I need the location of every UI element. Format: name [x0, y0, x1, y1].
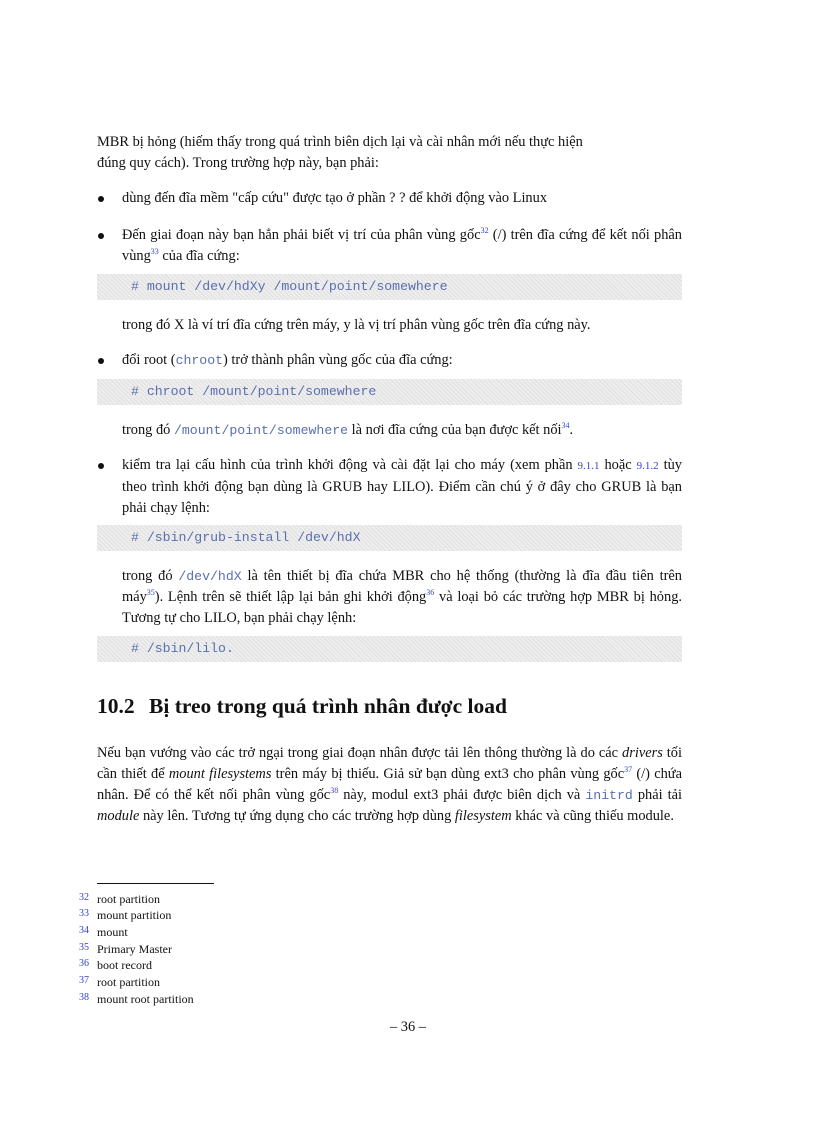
bullet-2-text [122, 225, 682, 267]
footnote-ref-37[interactable]: 37 [624, 765, 633, 775]
footnote-item [79, 990, 194, 1007]
footnote-ref-38[interactable]: 38 [330, 786, 339, 796]
intro-line-1: MBR bị hỏng (hiếm thấy trong quá trình biên dịch lại và cài nhân mới nếu thực hiện [97, 134, 583, 150]
section-text-italic: drivers [622, 745, 663, 761]
section-text: tối cần thiết để [97, 745, 682, 782]
footnote-text: mount root partition [97, 992, 194, 1006]
section-text: (/) chứa nhân. Để có thể kết nối phân vùng gốc [97, 766, 682, 803]
bullet-3-after-part: trong đó [122, 422, 174, 438]
footnote-text: Primary Master [97, 942, 172, 956]
bullet-dot [97, 189, 105, 197]
bullet-4-after [122, 566, 682, 629]
footnote-item [79, 923, 128, 940]
bullet-3-text [122, 350, 682, 371]
code-block-mount: # mount /dev/hdXy /mount/point/somewhere [97, 274, 682, 300]
section-text: này, modul ext3 phải được biên dịch và [338, 787, 586, 803]
bullet-4-part: hoặc [599, 457, 637, 473]
bullet-4-part: tùy theo trình khởi động bạn dùng là GRUB hay LILO). Điểm cần chú ý ở đây cho GRUB là bạn phải chạy lệnh: [122, 457, 682, 516]
section-text: khác và cũng thiếu module. [511, 808, 674, 824]
section-link-9-1-2[interactable]: 9.1.2 [636, 460, 659, 472]
footnote-number: 38 [79, 992, 89, 1003]
bullet-3-part: ) trở thành phân vùng gốc của đĩa cứng: [223, 352, 453, 368]
bullet-3-after [122, 420, 682, 441]
intro-paragraph [97, 132, 682, 174]
section-text: phải tải [632, 787, 683, 803]
section-heading [97, 694, 507, 719]
section-paragraph [97, 743, 682, 827]
section-text: trên máy bị thiếu. Giả sử bạn dùng ext3 cho phân vùng gốc [271, 766, 625, 782]
bullet-2-part: (/) trên đĩa cứng để kết nối phân vùng [122, 227, 682, 264]
section-text: này lên. Tương tự ứng dụng cho các trường hợp dùng [139, 808, 455, 824]
bullet-3-after-part: . [569, 422, 574, 438]
code-block-grub-install: # /sbin/grub-install /dev/hdX [97, 525, 682, 551]
bullet-1-text: dùng đến đĩa mềm "cấp cứu" được tạo ở phần ? ? để khởi động vào Linux [122, 190, 548, 206]
footnote-ref-33[interactable]: 33 [150, 247, 159, 257]
section-title: Bị treo trong quá trình nhân được load [149, 694, 507, 718]
footnote-text: root partition [97, 892, 160, 906]
bullet-4-after-part: ). Lệnh trên sẽ thiết lập lại bản ghi khởi động [154, 589, 427, 605]
intro-line-2: đúng quy cách). Trong trường hợp này, bạn phải: [97, 155, 379, 171]
bullet-4-after-part: và loại bỏ các trường hợp MBR bị hỏng. Tương tự cho LILO, bạn phải chạy lệnh: [122, 589, 682, 626]
footnote-ref-35[interactable]: 35 [146, 588, 155, 598]
section-text-italic: mount filesystems [168, 766, 272, 782]
section-text-italic: module [97, 808, 140, 824]
footnote-number: 33 [79, 908, 89, 919]
bullet-4-text [122, 455, 682, 519]
bullet-2-part: của đĩa cứng: [158, 248, 240, 264]
bullet-4-part: kiểm tra lại cấu hình của trình khởi động và cài đặt lại cho máy (xem phần [122, 457, 578, 473]
section-text-italic: filesystem [454, 808, 512, 824]
section-link-9-1-1[interactable]: 9.1.1 [577, 460, 600, 472]
bullet-4-after-part: trong đó [122, 568, 179, 584]
mount-path: /mount/point/somewhere [173, 423, 349, 438]
footnote-number: 35 [79, 942, 89, 953]
bullet-3-after-part: là nơi đĩa cứng của bạn được kết nối [348, 422, 562, 438]
footnote-item [79, 890, 160, 907]
footnote-ref-36[interactable]: 36 [426, 588, 435, 598]
footnote-number: 36 [79, 958, 89, 969]
footnote-item [79, 906, 171, 923]
footnote-number: 37 [79, 975, 89, 986]
bullet-2-part: Đến giai đoạn này bạn hẳn phải biết vị trí của phân vùng gốc [122, 227, 481, 243]
bullet-dot [97, 351, 105, 359]
chroot-command: chroot [175, 353, 224, 368]
footnote-item [79, 973, 160, 990]
bullet-4-after-part: là tên thiết bị đĩa chứa MBR cho hệ thống (thường là đĩa đầu tiên trên máy [122, 568, 683, 605]
footnote-number: 32 [79, 892, 89, 903]
code-block-chroot: # chroot /mount/point/somewhere [97, 379, 682, 405]
footnote-number: 34 [79, 925, 89, 936]
bullet-dot [97, 456, 105, 464]
footnote-text: root partition [97, 975, 160, 989]
section-text: Nếu bạn vướng vào các trở ngại trong giai đoạn nhân được tải lên thông thường là do các [97, 745, 623, 761]
device-path: /dev/hdX [178, 569, 242, 584]
code-block-lilo: # /sbin/lilo. [97, 636, 682, 662]
footnote-ref-32[interactable]: 32 [480, 226, 489, 236]
footnote-item [79, 940, 172, 957]
initrd-command: initrd [585, 788, 633, 803]
footnote-text: boot record [97, 958, 152, 972]
footnote-item [79, 956, 152, 973]
footnote-separator [97, 883, 214, 884]
footnote-ref-34[interactable]: 34 [561, 421, 570, 431]
footnote-text: mount [97, 925, 128, 939]
bullet-3-part: đổi root ( [122, 352, 176, 368]
section-number: 10.2 [97, 694, 135, 718]
bullet-dot [97, 226, 105, 234]
page-number: – 36 – [390, 1019, 426, 1035]
bullet-2-after: trong đó X là ví trí đĩa cứng trên máy, y là vị trí phân vùng gốc trên đĩa cứng này. [122, 317, 591, 333]
footnote-text: mount partition [97, 908, 172, 922]
